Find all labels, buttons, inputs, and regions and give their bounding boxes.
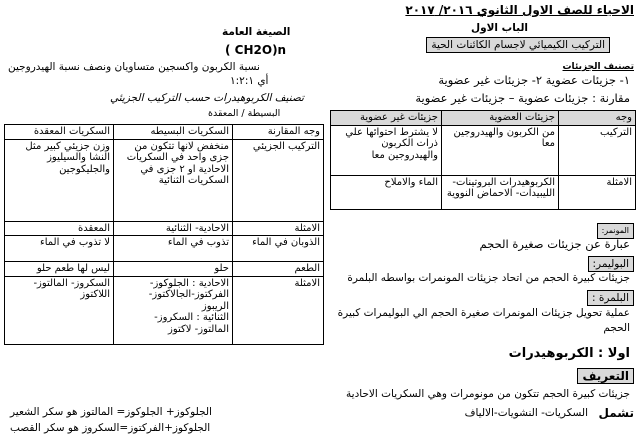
- table-header: جزيئات غير عضوية: [331, 111, 442, 126]
- compare-line: مقارنة : جزيئات عضوية – جزيئات غير عضوية: [415, 91, 630, 105]
- table-cell: منخفض لانها تتكون من جزى واحد في السكريات الاحادية او ٢ جزى في السكريات الثنائية: [114, 139, 233, 221]
- carbs-comparison-table: [4, 124, 324, 345]
- definition-text: جزيئات كبيرة الحجم تتكون من مونومرات وهي السكريات الاحادية: [346, 388, 630, 400]
- example-line: الاحادية : الجلوكوز-: [149, 277, 229, 289]
- formula: ( CH2O)n: [225, 43, 287, 57]
- organic-comparison-table: [330, 110, 636, 210]
- example-line: الريبوز: [201, 300, 229, 312]
- polymer-definition: جزيئات كبيرة الحجم من اتحاد جزيئات المونمرات بواسطه البلمرة: [347, 272, 630, 284]
- ratio-value: أي ١:٢:١: [230, 75, 269, 87]
- table-header: السكريات البسيطه: [114, 125, 233, 140]
- table-cell: من الكربون والهيدروجين معا: [442, 125, 559, 175]
- table-cell: ليس لها طعم حلو: [5, 262, 114, 277]
- monomer-definition: عبارة عن جزيئات صغيرة الحجم: [479, 237, 630, 251]
- table-cell: الامثلة: [233, 221, 324, 236]
- table-cell: حلو: [114, 262, 233, 277]
- table-cell: السكروز- المالتوز-اللاكتوز: [5, 276, 114, 344]
- table-cell: وزن جزيئي كبير مثل النشا والسيليوز والجليكوجين: [5, 139, 114, 221]
- example-line: الثنائية : السكروز-: [154, 312, 229, 323]
- example-line: المالتوز- لاكتوز: [168, 323, 229, 335]
- classify-heading: تصنيف الكربوهيدرات حسب التركيب الجزيئي: [110, 92, 304, 104]
- table-cell: الامثلة: [559, 175, 636, 209]
- table-header: وجه: [559, 111, 636, 126]
- monomer-label: المونمر:: [597, 223, 634, 239]
- includes-label: تشمل: [598, 406, 634, 420]
- table-cell: الطعم: [233, 262, 324, 277]
- classify-subheading: البسيطة / المعقدة: [208, 108, 281, 119]
- types-line: ١- جزيئات عضوية ٢- جزيئات غير عضوية: [438, 73, 630, 87]
- polymerization-label: البلمرة :: [587, 290, 634, 306]
- table-cell: الاحادية- الثنائية: [114, 221, 233, 236]
- table-cell: [114, 276, 233, 344]
- ratio-text: نسبة الكربون واكسجين متساويان ونصف نسبة الهيدروجين: [8, 61, 260, 73]
- polymerization-definition: عملية تحويل جزيئات المونمرات صغيرة الحجم الي البوليمرات كبيرة الحجم: [337, 307, 630, 334]
- table-header: وجه المقارنة: [233, 125, 324, 140]
- page-title: الاحياء للصف الاول الثانوي ٢٠١٦/ ٢٠١٧: [405, 3, 634, 17]
- carbs-heading: اولا : الكربوهيدرات: [508, 346, 630, 361]
- table-cell: التركيب: [559, 125, 636, 175]
- table-cell: الكربوهيدرات البروتينات- الليبيدات- الاحماض النووية: [442, 175, 559, 209]
- formula-label: الصيغة العامة: [222, 26, 291, 38]
- classification-heading: تصنيف الجزيئات: [562, 62, 634, 72]
- includes-text: السكريات- النشويات-الالياف: [464, 407, 588, 419]
- equation-maltose: الجلوكوز+ الجلوكوز= المالتوز هو سكر الشعير: [10, 406, 212, 418]
- example-line: الفركتوز-الجالاكتوز-: [148, 289, 229, 300]
- chapter-label: الباب الاول: [470, 22, 528, 34]
- table-cell: الماء والاملاح: [331, 175, 442, 209]
- table-cell: لا تذوب في الماء: [5, 236, 114, 262]
- table-header: السكريات المعقدة: [5, 125, 114, 140]
- equation-sucrose: الجلوكوز+الفركتوز=السكروز هو سكر القصب: [10, 422, 211, 434]
- lesson-title: التركيب الكيميائي لاجسام الكائنات الحية: [426, 37, 610, 53]
- table-cell: الامثلة: [233, 276, 324, 344]
- table-cell: لا يشترط احتوائها علي ذرات الكربون والهيدروجين معا: [331, 125, 442, 175]
- table-cell: التركيب الجزيئي: [233, 139, 324, 221]
- table-cell: تذوب في الماء: [114, 236, 233, 262]
- table-cell: المعقدة: [5, 221, 114, 236]
- definition-label: التعريف: [577, 368, 634, 384]
- table-cell: الذوبان في الماء: [233, 236, 324, 262]
- polymer-label: البوليمر:: [588, 256, 634, 272]
- table-header: جزيئات العضوية: [442, 111, 559, 126]
